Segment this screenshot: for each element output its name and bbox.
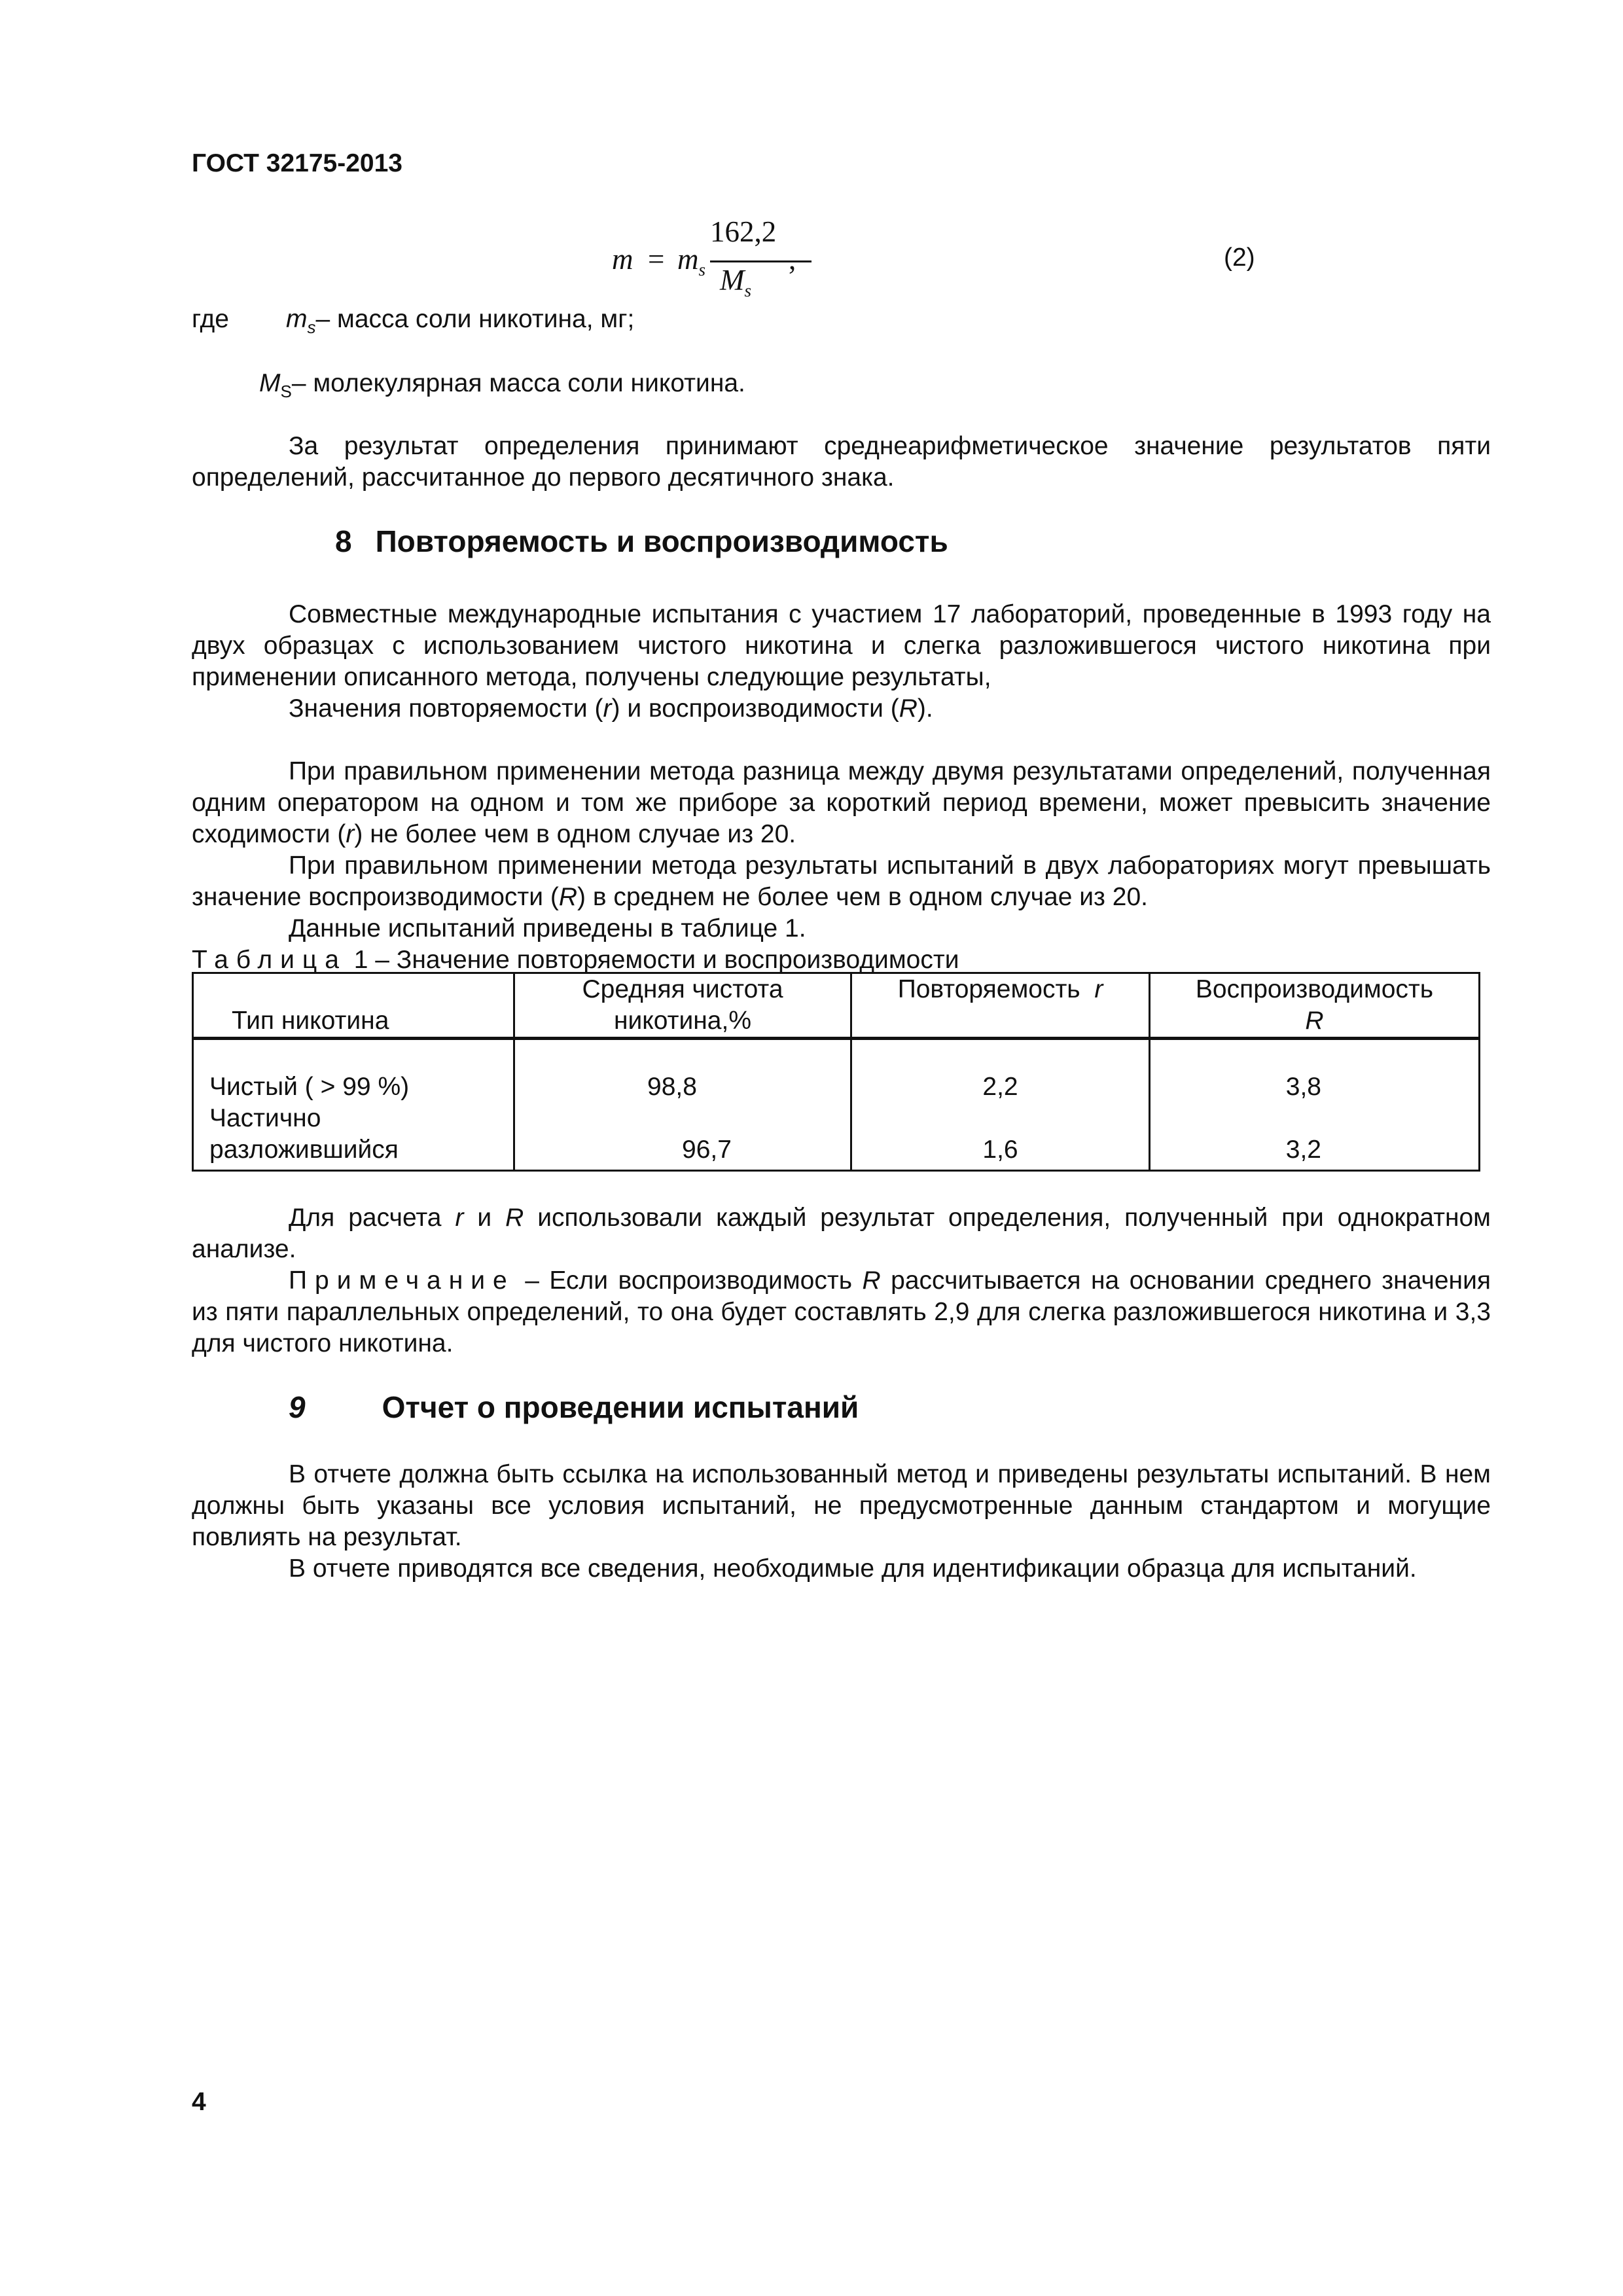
header-purity: Средняя чистота никотина,% [514, 973, 851, 1039]
where-Ms-line: $M_S-$ молекулярная масса соли никотина. [259, 369, 745, 401]
where-label: где [192, 305, 229, 333]
row-1-type: Чистый ( > 99 %) [209, 1073, 410, 1101]
row-2-purity: 96,7 [682, 1136, 732, 1164]
row-2-repeatability: 1,6 [982, 1136, 1018, 1164]
body-reproducibility-col [1150, 1039, 1480, 1171]
body-repeatability-col [851, 1039, 1150, 1171]
formula-denominator: $M_s$ [720, 264, 752, 300]
page-number: 4 [192, 2088, 206, 2116]
section-8-p1: Совместные международные испытания с участием 17 лабораторий, проведенные в 1993 году на двух образцах с использованием чистого никотина и слегка разложившегося чистого никотина при применении описанного метода, получены следующие результаты, [192, 600, 1491, 691]
formula-equals: = [648, 243, 665, 276]
result-paragraph: За результат определения принимают среднеарифметическое значение результатов пяти определений, рассчитанное до первого десятичного знака. [192, 432, 1491, 492]
body-type-col [193, 1039, 514, 1171]
where-ms-line: $m_s-$ масса соли никотина, мг; [286, 305, 635, 337]
section-8-title: Повторяемость и воспроизводимость [375, 524, 948, 558]
section-9-heading [289, 1390, 859, 1425]
row-1-repeatability: 2,2 [982, 1073, 1018, 1101]
section-9-title: Отчет о проведении испытаний [382, 1390, 859, 1424]
note-paragraph: Примечание – Если воспроизводимость R рассчитывается на основании среднего значения из пяти параллельных определений, то она будет составлять 2,9 для слегка разложившегося никотина и 3,3 для чистого никотина. [192, 1266, 1491, 1357]
formula-comma: , [789, 243, 796, 276]
body-purity-col [514, 1039, 851, 1171]
section-8-p4: При правильном применении метода результаты испытаний в двух лабораториях могут превышать значение воспроизводимости (R) в среднем не более чем в одном случае из 20. [192, 852, 1491, 911]
row-1-reproducibility: 3,8 [1285, 1073, 1321, 1101]
row-2-type: Частично разложившийся [209, 1104, 399, 1164]
document-header: ГОСТ 32175-2013 [192, 149, 402, 177]
table-caption: Таблица 1 – Значение повторяемости и воспроизводимости [192, 946, 959, 974]
section-8-p5: Данные испытаний приведены в таблице 1. [289, 914, 806, 942]
formula-numerator: 162,2 [710, 215, 777, 248]
table-body [193, 1039, 1480, 1171]
after-table-p1: Для расчета r и R использовали каждый результат определения, полученный при однократном анализе. [192, 1204, 1491, 1263]
section-8-heading [335, 524, 948, 559]
formula-lhs: m [612, 243, 633, 276]
formula-ms: $m_s$ [677, 243, 706, 279]
header-repeatability: Повторяемость r [851, 973, 1150, 1039]
row-1-purity: 98,8 [647, 1073, 697, 1101]
table-header-row [193, 973, 1480, 1039]
equation-number: (2) [1224, 243, 1255, 272]
section-9-p2: В отчете приводятся все сведения, необходимые для идентификации образца для испытаний. [289, 1554, 1417, 1583]
section-9-p1: В отчете должна быть ссылка на использованный метод и приведены результаты испытаний. В нем должны быть указаны все условия испытаний, не предусмотренные данным стандартом и могущие повлиять на результат. [192, 1460, 1491, 1551]
section-8-p2: Значения повторяемости (r) и воспроизводимости (R). [289, 694, 933, 723]
note-label: Примечание [289, 1266, 515, 1295]
header-reproducibility: Воспроизводимость R [1150, 973, 1480, 1039]
section-8-p3: При правильном применении метода разница между двумя результатами определений, полученная одним оператором на одном и том же приборе за короткий период времени, может превысить значение сходимости (r) не более чем в одном случае из 20. [192, 757, 1491, 848]
row-2-reproducibility: 3,2 [1285, 1136, 1321, 1164]
section-9-number: 9 [289, 1390, 306, 1424]
section-8-number: 8 [335, 524, 352, 558]
table-1 [192, 972, 1480, 1172]
formula-2 [612, 216, 808, 304]
fraction-bar [710, 260, 812, 262]
header-type: Тип никотина [193, 973, 514, 1039]
